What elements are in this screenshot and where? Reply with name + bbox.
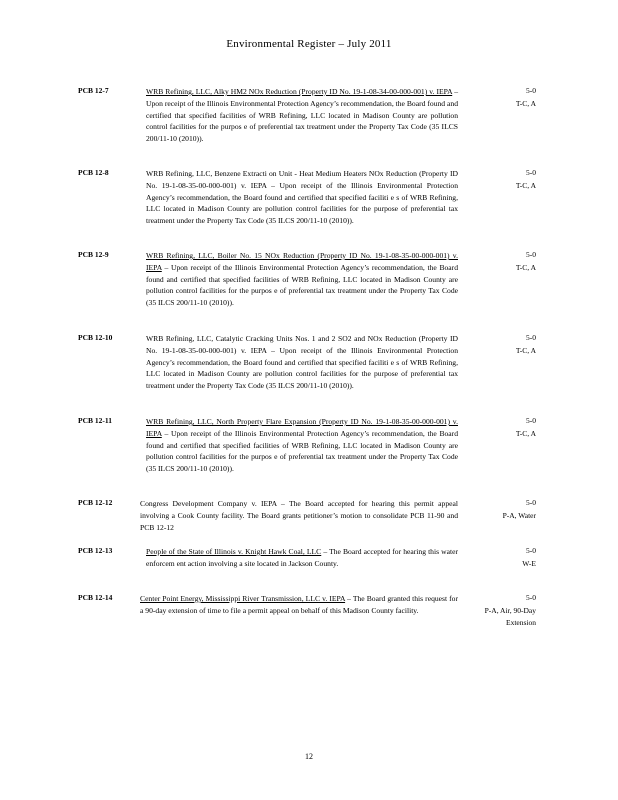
- case-type: P-A, Water: [502, 511, 536, 520]
- case-vote: 5-0: [526, 333, 536, 342]
- case-id: PCB 12-14: [78, 593, 113, 602]
- case-text: – The Board accepted for hearing this water enforcem ent action involving a site located in Jackson County.: [146, 547, 459, 568]
- case-text: – Upon receipt of the Illinois Environmental Protection Agency’s recommendation, the Board found and certified that specified facilities of WRB Refining, LLC located in Madison County are pollution control facilities for the purpos e of preferential tax treatment under the Property Tax Code (35 ILCS 200/11-10 (2010)).: [146, 87, 458, 144]
- case-description: [146, 86, 458, 145]
- case-vote: 5-0: [526, 250, 536, 259]
- case-description: [146, 250, 458, 309]
- case-vote: 5-0: [526, 546, 536, 555]
- case-description: [146, 168, 458, 227]
- case-type: T-C, A: [515, 181, 536, 190]
- case-title: WRB Refining, LLC, Alky HM2 NOx Reduction (Property ID No. 19-1-08-34-00-000-001) v. IEPA: [146, 87, 453, 96]
- case-description: [140, 593, 458, 617]
- case-text: – Upon receipt of the Illinois Environmental Protection Agency’s recommendation, the Board found and certified that specified facilities of WRB Refining, LLC located in Madison County are pollution control facilities for the purpos e of preferential tax treatment under the Property Tax Code (35 ILCS 200/11-10 (2010)).: [146, 428, 458, 474]
- case-id: PCB 12-12: [78, 498, 113, 507]
- case-text: – Upon receipt of the Illinois Environmental Protection Agency’s recommendation, the Board found and certified that specified facilities of WRB Refining, LLC located in Madison County are pollution control facilities for the purpos e of preferential tax treatment under the Property Tax Code (35 ILCS 200/11-10 (2010)).: [146, 262, 458, 308]
- case-vote: 5-0: [526, 168, 536, 177]
- page-number: 12: [305, 752, 313, 761]
- case-text: WRB Refining, LLC, Catalytic Cracking Units Nos. 1 and 2 SO2 and NOx Reduction (Property ID No. 19-1-08-35-00-000-001) v. IEPA – Upon receipt of the Illinois Environmental Protection Agency’s recommendation, the Board found and certified that specified faciliti e s of WRB Refining, LLC located in Madison County are pollution control facilities for the purpose of preferential tax treatment under the Property Tax Code (35 ILCS 200/11-10 (2010)).: [146, 334, 458, 391]
- case-description: [146, 546, 458, 570]
- case-type: T-C, A: [515, 263, 536, 272]
- case-vote: 5-0: [526, 416, 536, 425]
- case-id: PCB 12-9: [78, 250, 109, 259]
- case-type: T-C, A: [515, 99, 536, 108]
- case-title: WRB Refining, LLC, Boiler No. 15 NOx Reduction (Property ID No. 19-1-08-35-00-000-001) v. IEPA: [146, 251, 458, 272]
- case-title: Center Point Energy, Mississippi River Transmission, LLC v. IEPA: [140, 594, 346, 603]
- case-id: PCB 12-11: [78, 416, 112, 425]
- case-id: PCB 12-13: [78, 546, 113, 555]
- case-text: Congress Development Company v. IEPA – The Board accepted for hearing this permit appeal involving a Cook County facility. The Board grants petitioner’s motion to consolidate PCB 11-90 and PCB 12-12: [140, 499, 458, 532]
- case-description: [146, 416, 458, 475]
- case-id: PCB 12-8: [78, 168, 109, 177]
- case-type: T-C, A: [515, 429, 536, 438]
- page-header-title: Environmental Register – July 2011: [226, 38, 392, 50]
- case-id: PCB 12-10: [78, 333, 113, 342]
- case-type: W-E: [522, 559, 536, 568]
- case-text: – The Board granted this request for a 90-day extension of time to file a permit appeal on behalf of this Madison County facility.: [140, 594, 459, 615]
- case-description: [146, 333, 458, 392]
- case-vote: 5-0: [526, 593, 536, 602]
- case-type: P-A, Air, 90-Day Extension: [484, 606, 536, 627]
- case-title: WRB Refining, LLC, North Property Flare Expansion (Property ID No. 19-1-08-35-00-000-001) v. IEPA: [146, 417, 458, 438]
- case-vote: 5-0: [526, 498, 536, 507]
- case-vote: 5-0: [526, 86, 536, 95]
- case-description: [140, 498, 458, 533]
- case-title: People of the State of Illinois v. Knight Hawk Coal, LLC: [146, 547, 322, 556]
- case-text: WRB Refining, LLC, Benzene Extracti on Unit - Heat Medium Heaters NOx Reduction (Property ID No. 19-1-08-35-00-000-001) v. IEPA – Upon receipt of the Illinois Environmental Protection Agency’s recommendation, the Board found and certified that specified faciliti e s of WRB Refining, LLC located in Madison County are pollution control facilities for the purpose of preferential tax treatment under the Property Tax Code (35 ILCS 200/11-10 (2010)).: [146, 169, 458, 226]
- case-type: T-C, A: [515, 346, 536, 355]
- case-id: PCB 12-7: [78, 86, 109, 95]
